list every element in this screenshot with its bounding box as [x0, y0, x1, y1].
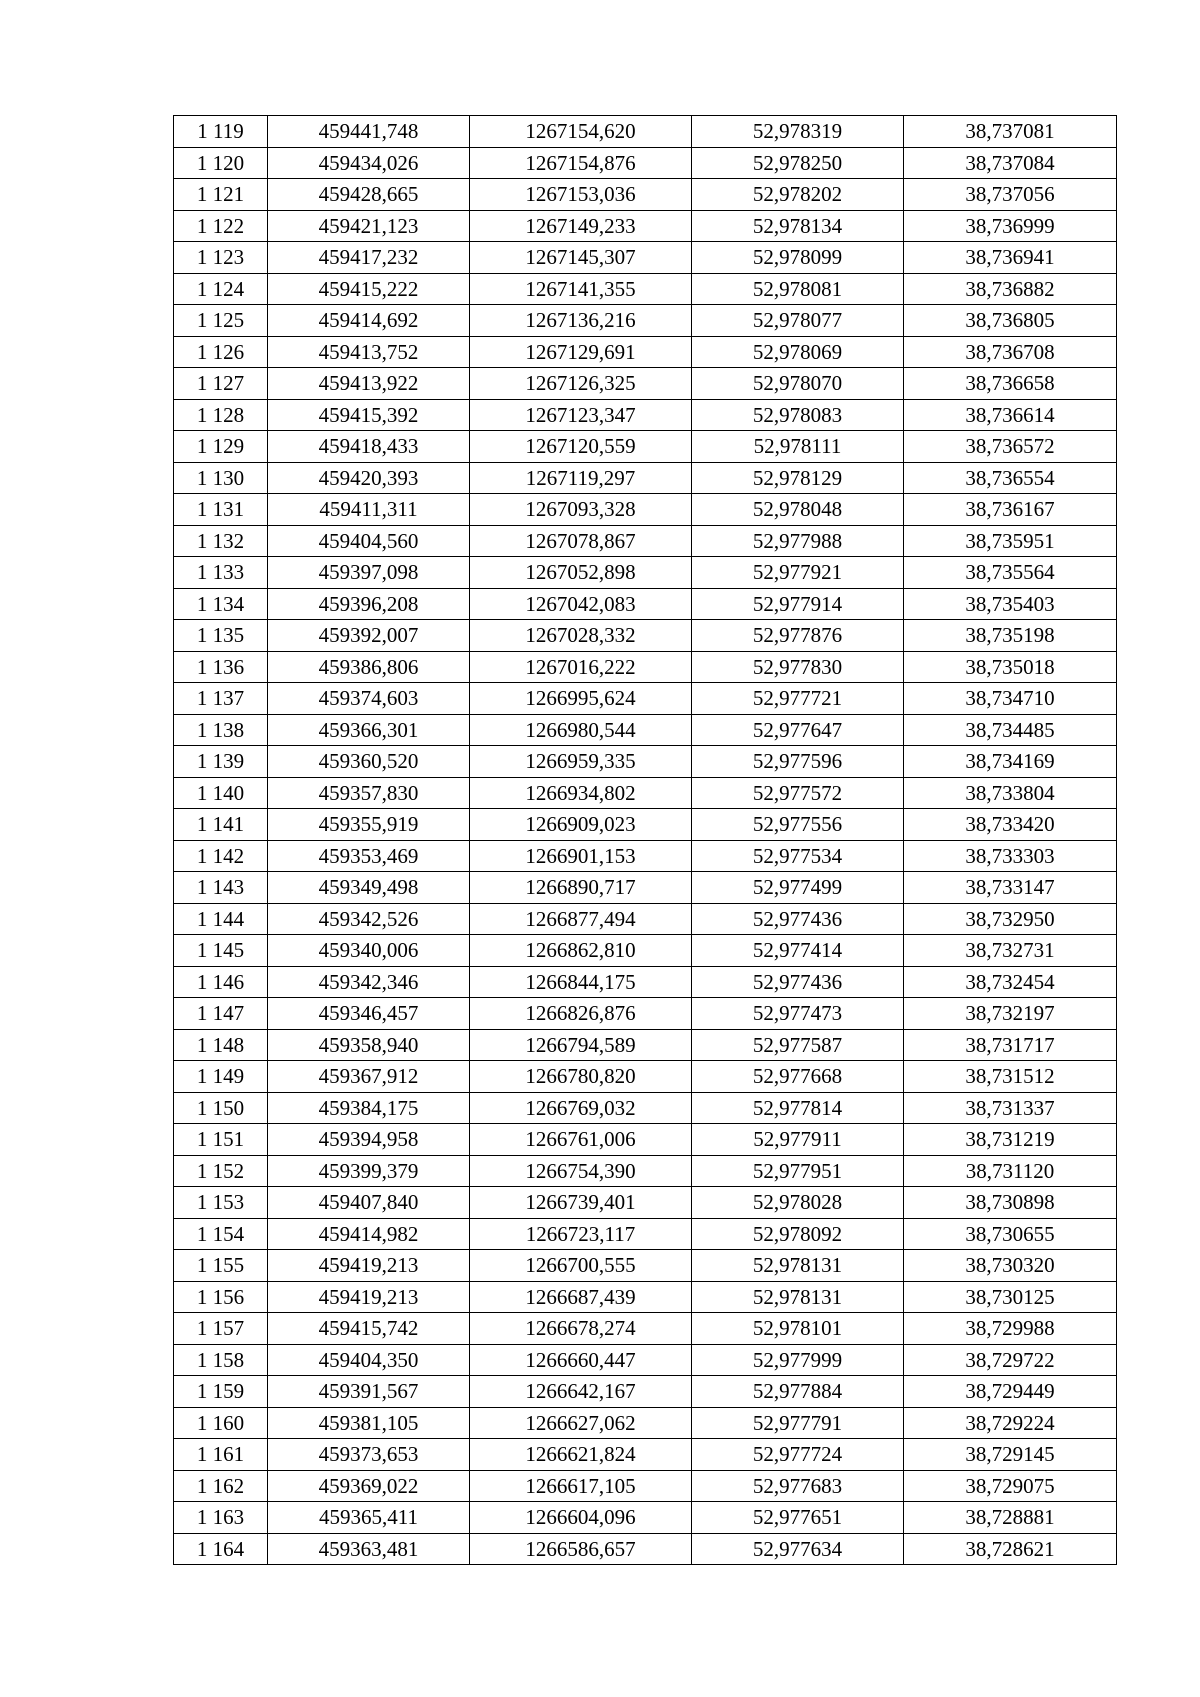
latitude-cell: 52,978134 [692, 210, 904, 242]
latitude-cell: 52,977951 [692, 1155, 904, 1187]
latitude-cell: 52,977596 [692, 746, 904, 778]
x-coordinate-cell: 459384,175 [268, 1092, 470, 1124]
y-coordinate-cell: 1266627,062 [470, 1407, 692, 1439]
y-coordinate-cell: 1267042,083 [470, 588, 692, 620]
x-coordinate-cell: 459441,748 [268, 116, 470, 148]
table-row [174, 116, 1117, 148]
table-row [174, 1155, 1117, 1187]
point-number-cell: 1 128 [174, 399, 268, 431]
y-coordinate-cell: 1267078,867 [470, 525, 692, 557]
x-coordinate-cell: 459419,213 [268, 1250, 470, 1282]
longitude-cell: 38,728881 [904, 1502, 1117, 1534]
longitude-cell: 38,729722 [904, 1344, 1117, 1376]
longitude-cell: 38,736554 [904, 462, 1117, 494]
point-number-cell: 1 139 [174, 746, 268, 778]
table-row [174, 998, 1117, 1030]
latitude-cell: 52,977721 [692, 683, 904, 715]
x-coordinate-cell: 459358,940 [268, 1029, 470, 1061]
longitude-cell: 38,730898 [904, 1187, 1117, 1219]
table-row [174, 746, 1117, 778]
longitude-cell: 38,729988 [904, 1313, 1117, 1345]
y-coordinate-cell: 1266794,589 [470, 1029, 692, 1061]
point-number-cell: 1 154 [174, 1218, 268, 1250]
point-number-cell: 1 153 [174, 1187, 268, 1219]
x-coordinate-cell: 459414,692 [268, 305, 470, 337]
y-coordinate-cell: 1266877,494 [470, 903, 692, 935]
y-coordinate-cell: 1267028,332 [470, 620, 692, 652]
table-row [174, 305, 1117, 337]
longitude-cell: 38,729224 [904, 1407, 1117, 1439]
table-row [174, 147, 1117, 179]
latitude-cell: 52,977791 [692, 1407, 904, 1439]
y-coordinate-cell: 1266980,544 [470, 714, 692, 746]
latitude-cell: 52,977556 [692, 809, 904, 841]
latitude-cell: 52,977634 [692, 1533, 904, 1565]
y-coordinate-cell: 1266604,096 [470, 1502, 692, 1534]
x-coordinate-cell: 459369,022 [268, 1470, 470, 1502]
table-row [174, 714, 1117, 746]
x-coordinate-cell: 459366,301 [268, 714, 470, 746]
point-number-cell: 1 164 [174, 1533, 268, 1565]
table-row [174, 620, 1117, 652]
point-number-cell: 1 132 [174, 525, 268, 557]
table-row [174, 1029, 1117, 1061]
longitude-cell: 38,734169 [904, 746, 1117, 778]
longitude-cell: 38,736708 [904, 336, 1117, 368]
x-coordinate-cell: 459415,742 [268, 1313, 470, 1345]
x-coordinate-cell: 459373,653 [268, 1439, 470, 1471]
y-coordinate-cell: 1266890,717 [470, 872, 692, 904]
latitude-cell: 52,978111 [692, 431, 904, 463]
y-coordinate-cell: 1267154,620 [470, 116, 692, 148]
table-row [174, 872, 1117, 904]
x-coordinate-cell: 459413,752 [268, 336, 470, 368]
longitude-cell: 38,734710 [904, 683, 1117, 715]
latitude-cell: 52,978069 [692, 336, 904, 368]
longitude-cell: 38,729449 [904, 1376, 1117, 1408]
x-coordinate-cell: 459404,350 [268, 1344, 470, 1376]
x-coordinate-cell: 459374,603 [268, 683, 470, 715]
y-coordinate-cell: 1266769,032 [470, 1092, 692, 1124]
x-coordinate-cell: 459363,481 [268, 1533, 470, 1565]
x-coordinate-cell: 459419,213 [268, 1281, 470, 1313]
x-coordinate-cell: 459414,982 [268, 1218, 470, 1250]
point-number-cell: 1 151 [174, 1124, 268, 1156]
y-coordinate-cell: 1266862,810 [470, 935, 692, 967]
point-number-cell: 1 148 [174, 1029, 268, 1061]
latitude-cell: 52,978131 [692, 1250, 904, 1282]
y-coordinate-cell: 1267120,559 [470, 431, 692, 463]
x-coordinate-cell: 459418,433 [268, 431, 470, 463]
x-coordinate-cell: 459346,457 [268, 998, 470, 1030]
longitude-cell: 38,737056 [904, 179, 1117, 211]
point-number-cell: 1 162 [174, 1470, 268, 1502]
latitude-cell: 52,977999 [692, 1344, 904, 1376]
longitude-cell: 38,736999 [904, 210, 1117, 242]
point-number-cell: 1 123 [174, 242, 268, 274]
point-number-cell: 1 152 [174, 1155, 268, 1187]
y-coordinate-cell: 1266780,820 [470, 1061, 692, 1093]
table-row [174, 179, 1117, 211]
x-coordinate-cell: 459340,006 [268, 935, 470, 967]
x-coordinate-cell: 459411,311 [268, 494, 470, 526]
point-number-cell: 1 156 [174, 1281, 268, 1313]
point-number-cell: 1 138 [174, 714, 268, 746]
longitude-cell: 38,736882 [904, 273, 1117, 305]
table-row [174, 1533, 1117, 1565]
table-row [174, 210, 1117, 242]
table-row [174, 368, 1117, 400]
latitude-cell: 52,977668 [692, 1061, 904, 1093]
latitude-cell: 52,978202 [692, 179, 904, 211]
longitude-cell: 38,735198 [904, 620, 1117, 652]
point-number-cell: 1 120 [174, 147, 268, 179]
point-number-cell: 1 126 [174, 336, 268, 368]
longitude-cell: 38,736658 [904, 368, 1117, 400]
point-number-cell: 1 127 [174, 368, 268, 400]
latitude-cell: 52,977884 [692, 1376, 904, 1408]
point-number-cell: 1 130 [174, 462, 268, 494]
latitude-cell: 52,977436 [692, 966, 904, 998]
x-coordinate-cell: 459349,498 [268, 872, 470, 904]
table-row [174, 1470, 1117, 1502]
y-coordinate-cell: 1267126,325 [470, 368, 692, 400]
point-number-cell: 1 146 [174, 966, 268, 998]
x-coordinate-cell: 459420,393 [268, 462, 470, 494]
point-number-cell: 1 131 [174, 494, 268, 526]
y-coordinate-cell: 1267119,297 [470, 462, 692, 494]
latitude-cell: 52,978101 [692, 1313, 904, 1345]
table-row [174, 840, 1117, 872]
table-row [174, 1407, 1117, 1439]
y-coordinate-cell: 1266909,023 [470, 809, 692, 841]
longitude-cell: 38,735951 [904, 525, 1117, 557]
table-row [174, 494, 1117, 526]
x-coordinate-cell: 459386,806 [268, 651, 470, 683]
y-coordinate-cell: 1266621,824 [470, 1439, 692, 1471]
longitude-cell: 38,737081 [904, 116, 1117, 148]
x-coordinate-cell: 459381,105 [268, 1407, 470, 1439]
point-number-cell: 1 119 [174, 116, 268, 148]
longitude-cell: 38,731120 [904, 1155, 1117, 1187]
y-coordinate-cell: 1266844,175 [470, 966, 692, 998]
latitude-cell: 52,978077 [692, 305, 904, 337]
longitude-cell: 38,736614 [904, 399, 1117, 431]
coordinates-table [173, 115, 1117, 1565]
point-number-cell: 1 160 [174, 1407, 268, 1439]
longitude-cell: 38,731512 [904, 1061, 1117, 1093]
table-row [174, 588, 1117, 620]
x-coordinate-cell: 459404,560 [268, 525, 470, 557]
point-number-cell: 1 163 [174, 1502, 268, 1534]
y-coordinate-cell: 1267145,307 [470, 242, 692, 274]
y-coordinate-cell: 1266723,117 [470, 1218, 692, 1250]
latitude-cell: 52,977830 [692, 651, 904, 683]
y-coordinate-cell: 1267052,898 [470, 557, 692, 589]
x-coordinate-cell: 459391,567 [268, 1376, 470, 1408]
latitude-cell: 52,978129 [692, 462, 904, 494]
table-row [174, 1439, 1117, 1471]
x-coordinate-cell: 459360,520 [268, 746, 470, 778]
latitude-cell: 52,977911 [692, 1124, 904, 1156]
longitude-cell: 38,732197 [904, 998, 1117, 1030]
y-coordinate-cell: 1266826,876 [470, 998, 692, 1030]
longitude-cell: 38,735564 [904, 557, 1117, 589]
latitude-cell: 52,978131 [692, 1281, 904, 1313]
y-coordinate-cell: 1267154,876 [470, 147, 692, 179]
point-number-cell: 1 141 [174, 809, 268, 841]
point-number-cell: 1 144 [174, 903, 268, 935]
longitude-cell: 38,732731 [904, 935, 1117, 967]
table-row [174, 683, 1117, 715]
x-coordinate-cell: 459417,232 [268, 242, 470, 274]
x-coordinate-cell: 459434,026 [268, 147, 470, 179]
y-coordinate-cell: 1266660,447 [470, 1344, 692, 1376]
longitude-cell: 38,731337 [904, 1092, 1117, 1124]
table-row [174, 1281, 1117, 1313]
latitude-cell: 52,977414 [692, 935, 904, 967]
longitude-cell: 38,728621 [904, 1533, 1117, 1565]
y-coordinate-cell: 1267136,216 [470, 305, 692, 337]
x-coordinate-cell: 459413,922 [268, 368, 470, 400]
x-coordinate-cell: 459357,830 [268, 777, 470, 809]
table-row [174, 1250, 1117, 1282]
latitude-cell: 52,978070 [692, 368, 904, 400]
table-row [174, 1376, 1117, 1408]
longitude-cell: 38,735018 [904, 651, 1117, 683]
longitude-cell: 38,730125 [904, 1281, 1117, 1313]
point-number-cell: 1 124 [174, 273, 268, 305]
table-row [174, 525, 1117, 557]
latitude-cell: 52,977473 [692, 998, 904, 1030]
point-number-cell: 1 121 [174, 179, 268, 211]
y-coordinate-cell: 1266617,105 [470, 1470, 692, 1502]
latitude-cell: 52,977651 [692, 1502, 904, 1534]
table-row [174, 1061, 1117, 1093]
longitude-cell: 38,731219 [904, 1124, 1117, 1156]
y-coordinate-cell: 1266995,624 [470, 683, 692, 715]
latitude-cell: 52,978099 [692, 242, 904, 274]
latitude-cell: 52,978048 [692, 494, 904, 526]
point-number-cell: 1 137 [174, 683, 268, 715]
table-row [174, 557, 1117, 589]
table-row [174, 336, 1117, 368]
longitude-cell: 38,736167 [904, 494, 1117, 526]
latitude-cell: 52,977572 [692, 777, 904, 809]
latitude-cell: 52,978083 [692, 399, 904, 431]
point-number-cell: 1 150 [174, 1092, 268, 1124]
y-coordinate-cell: 1266700,555 [470, 1250, 692, 1282]
longitude-cell: 38,733147 [904, 872, 1117, 904]
longitude-cell: 38,736805 [904, 305, 1117, 337]
y-coordinate-cell: 1266586,657 [470, 1533, 692, 1565]
y-coordinate-cell: 1266761,006 [470, 1124, 692, 1156]
latitude-cell: 52,977647 [692, 714, 904, 746]
point-number-cell: 1 143 [174, 872, 268, 904]
longitude-cell: 38,736572 [904, 431, 1117, 463]
table-row [174, 1092, 1117, 1124]
x-coordinate-cell: 459365,411 [268, 1502, 470, 1534]
longitude-cell: 38,734485 [904, 714, 1117, 746]
longitude-cell: 38,732950 [904, 903, 1117, 935]
x-coordinate-cell: 459355,919 [268, 809, 470, 841]
x-coordinate-cell: 459428,665 [268, 179, 470, 211]
table-row [174, 242, 1117, 274]
latitude-cell: 52,978028 [692, 1187, 904, 1219]
y-coordinate-cell: 1266642,167 [470, 1376, 692, 1408]
table-row [174, 903, 1117, 935]
table-row [174, 431, 1117, 463]
y-coordinate-cell: 1266901,153 [470, 840, 692, 872]
y-coordinate-cell: 1267129,691 [470, 336, 692, 368]
latitude-cell: 52,978081 [692, 273, 904, 305]
longitude-cell: 38,732454 [904, 966, 1117, 998]
y-coordinate-cell: 1266934,802 [470, 777, 692, 809]
y-coordinate-cell: 1266959,335 [470, 746, 692, 778]
point-number-cell: 1 122 [174, 210, 268, 242]
latitude-cell: 52,977587 [692, 1029, 904, 1061]
point-number-cell: 1 140 [174, 777, 268, 809]
y-coordinate-cell: 1266687,439 [470, 1281, 692, 1313]
table-row [174, 1502, 1117, 1534]
longitude-cell: 38,736941 [904, 242, 1117, 274]
longitude-cell: 38,737084 [904, 147, 1117, 179]
point-number-cell: 1 134 [174, 588, 268, 620]
point-number-cell: 1 161 [174, 1439, 268, 1471]
longitude-cell: 38,730655 [904, 1218, 1117, 1250]
longitude-cell: 38,733804 [904, 777, 1117, 809]
table-row [174, 1313, 1117, 1345]
y-coordinate-cell: 1267016,222 [470, 651, 692, 683]
point-number-cell: 1 125 [174, 305, 268, 337]
x-coordinate-cell: 459342,346 [268, 966, 470, 998]
x-coordinate-cell: 459415,222 [268, 273, 470, 305]
point-number-cell: 1 145 [174, 935, 268, 967]
x-coordinate-cell: 459367,912 [268, 1061, 470, 1093]
point-number-cell: 1 133 [174, 557, 268, 589]
coordinates-table-body [174, 116, 1117, 1565]
x-coordinate-cell: 459397,098 [268, 557, 470, 589]
latitude-cell: 52,977534 [692, 840, 904, 872]
y-coordinate-cell: 1267141,355 [470, 273, 692, 305]
x-coordinate-cell: 459407,840 [268, 1187, 470, 1219]
y-coordinate-cell: 1266678,274 [470, 1313, 692, 1345]
x-coordinate-cell: 459353,469 [268, 840, 470, 872]
table-row [174, 399, 1117, 431]
y-coordinate-cell: 1267153,036 [470, 179, 692, 211]
point-number-cell: 1 155 [174, 1250, 268, 1282]
latitude-cell: 52,977499 [692, 872, 904, 904]
latitude-cell: 52,977683 [692, 1470, 904, 1502]
longitude-cell: 38,735403 [904, 588, 1117, 620]
y-coordinate-cell: 1267123,347 [470, 399, 692, 431]
table-row [174, 1344, 1117, 1376]
latitude-cell: 52,977988 [692, 525, 904, 557]
latitude-cell: 52,977814 [692, 1092, 904, 1124]
longitude-cell: 38,733303 [904, 840, 1117, 872]
point-number-cell: 1 159 [174, 1376, 268, 1408]
table-row [174, 1218, 1117, 1250]
table-row [174, 777, 1117, 809]
point-number-cell: 1 158 [174, 1344, 268, 1376]
longitude-cell: 38,729075 [904, 1470, 1117, 1502]
y-coordinate-cell: 1267093,328 [470, 494, 692, 526]
table-row [174, 1124, 1117, 1156]
y-coordinate-cell: 1266754,390 [470, 1155, 692, 1187]
x-coordinate-cell: 459399,379 [268, 1155, 470, 1187]
latitude-cell: 52,977921 [692, 557, 904, 589]
x-coordinate-cell: 459421,123 [268, 210, 470, 242]
x-coordinate-cell: 459342,526 [268, 903, 470, 935]
latitude-cell: 52,978250 [692, 147, 904, 179]
latitude-cell: 52,978092 [692, 1218, 904, 1250]
point-number-cell: 1 157 [174, 1313, 268, 1345]
table-row [174, 462, 1117, 494]
latitude-cell: 52,977436 [692, 903, 904, 935]
longitude-cell: 38,729145 [904, 1439, 1117, 1471]
table-row [174, 273, 1117, 305]
table-row [174, 1187, 1117, 1219]
x-coordinate-cell: 459415,392 [268, 399, 470, 431]
longitude-cell: 38,733420 [904, 809, 1117, 841]
point-number-cell: 1 149 [174, 1061, 268, 1093]
point-number-cell: 1 136 [174, 651, 268, 683]
table-row [174, 651, 1117, 683]
latitude-cell: 52,977876 [692, 620, 904, 652]
longitude-cell: 38,730320 [904, 1250, 1117, 1282]
latitude-cell: 52,977724 [692, 1439, 904, 1471]
latitude-cell: 52,977914 [692, 588, 904, 620]
point-number-cell: 1 142 [174, 840, 268, 872]
y-coordinate-cell: 1267149,233 [470, 210, 692, 242]
x-coordinate-cell: 459392,007 [268, 620, 470, 652]
table-row [174, 935, 1117, 967]
x-coordinate-cell: 459394,958 [268, 1124, 470, 1156]
x-coordinate-cell: 459396,208 [268, 588, 470, 620]
point-number-cell: 1 147 [174, 998, 268, 1030]
table-row [174, 966, 1117, 998]
point-number-cell: 1 129 [174, 431, 268, 463]
table-row [174, 809, 1117, 841]
y-coordinate-cell: 1266739,401 [470, 1187, 692, 1219]
longitude-cell: 38,731717 [904, 1029, 1117, 1061]
point-number-cell: 1 135 [174, 620, 268, 652]
latitude-cell: 52,978319 [692, 116, 904, 148]
